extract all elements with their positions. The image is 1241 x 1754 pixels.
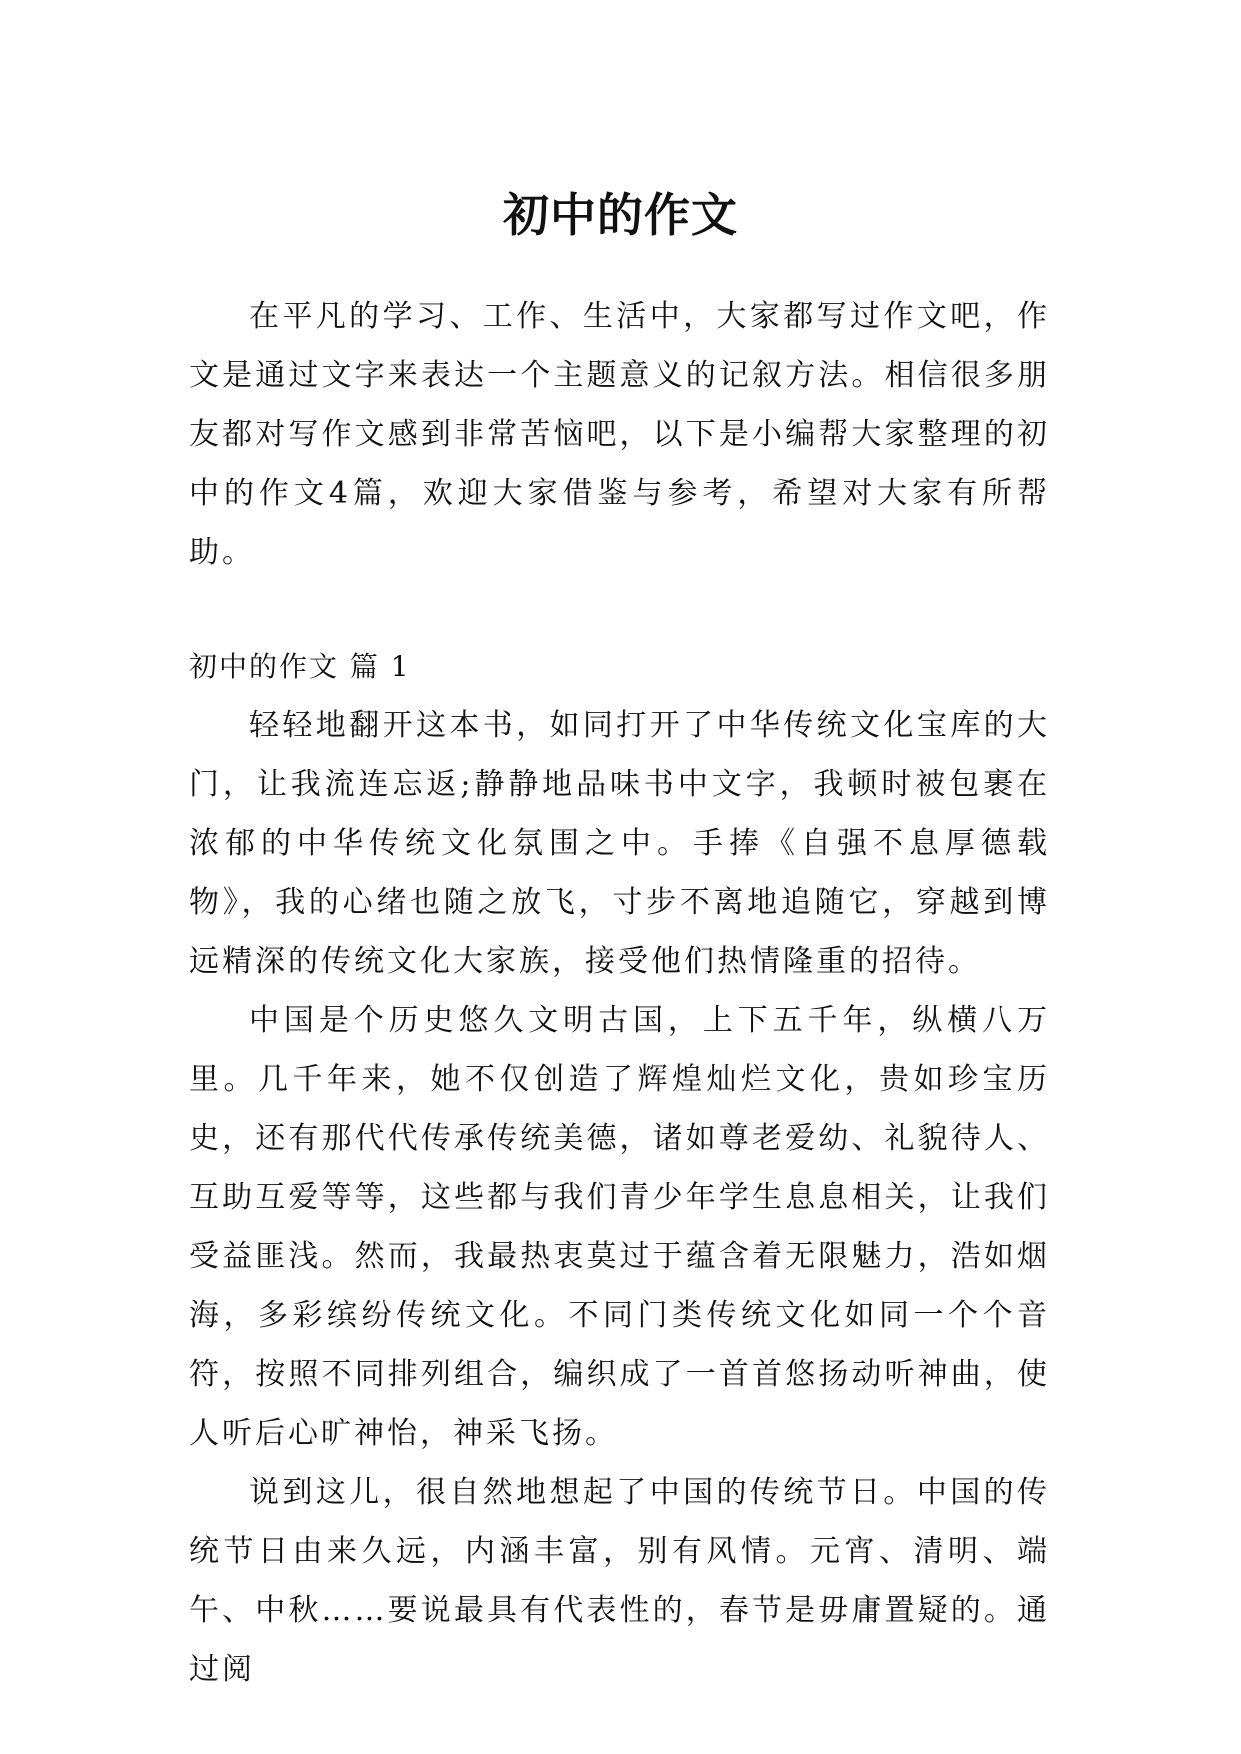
- section-title: 初中的作文 篇 1: [189, 650, 411, 683]
- intro-paragraph: 在平凡的学习、工作、生活中，大家都写过作文吧，作文是通过文字来表达一个主题意义的记叙方法。相信很多朋友都对写作文感到非常苦恼吧，以下是小编帮大家整理的初中的作文4篇，欢迎大家借鉴与参考，希望对大家有所帮助。: [189, 299, 1050, 570]
- body-paragraph: 说到这儿，很自然地想起了中国的传统节日。中国的传统节日由来久远，内涵丰富，别有风情。元宵、清明、端午、中秋……要说最具有代表性的，春节是毋庸置疑的。通过阅: [189, 1475, 1050, 1687]
- document-title: 初中的作文: [503, 187, 738, 242]
- body-paragraph: 轻轻地翻开这本书，如同打开了中华传统文化宝库的大门，让我流连忘返;静静地品味书中文字，我顿时被包裹在浓郁的中华传统文化氛围之中。手捧《自强不息厚德载物》，我的心绪也随之放飞，寸步不离地追随它，穿越到博远精深的传统文化大家族，接受他们热情隆重的招待。: [189, 708, 1050, 979]
- body-paragraph: 中国是个历史悠久文明古国，上下五千年，纵横八万里。几千年来，她不仅创造了辉煌灿烂文化，贵如珍宝历史，还有那代代传承传统美德，诸如尊老爱幼、礼貌待人、互助互爱等等，这些都与我们青少年学生息息相关，让我们受益匪浅。然而，我最热衷莫过于蕴含着无限魅力，浩如烟海，多彩缤纷传统文化。不同门类传统文化如同一个个音符，按照不同排列组合，编织成了一首首悠扬动听神曲，使人听后心旷神怡，神采飞扬。: [189, 1003, 1050, 1451]
- document-body: [189, 287, 1050, 1699]
